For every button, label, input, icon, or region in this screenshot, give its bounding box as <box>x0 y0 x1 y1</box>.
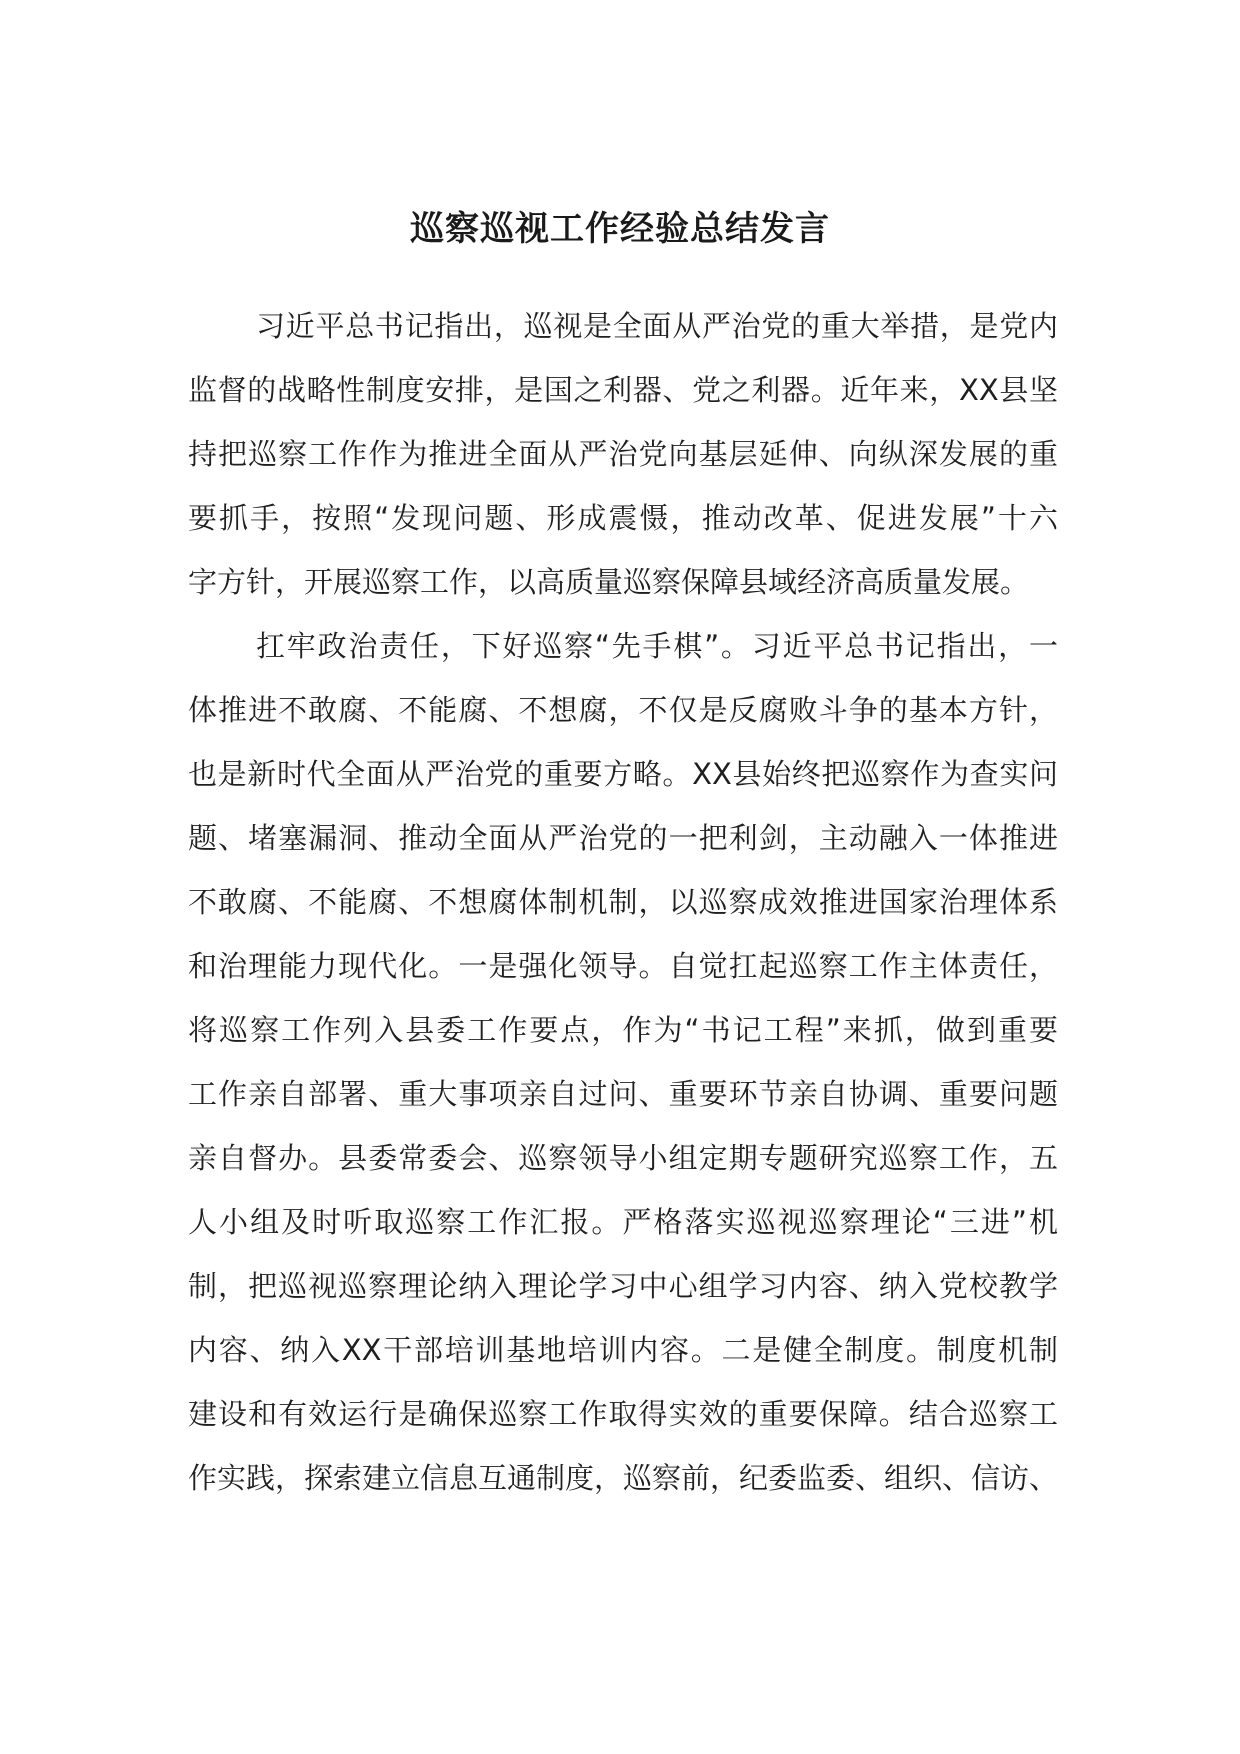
paragraph-2-line-12: 内容、纳入XX干部培训基地培训内容。二是健全制度。制度机制 <box>188 1333 1058 1367</box>
paragraph-1-line-1: 习近平总书记指出，巡视是全面从严治党的重大举措，是党内 <box>256 309 1058 343</box>
paragraph-2-line-5: 不敢腐、不能腐、不想腐体制机制，以巡察成效推进国家治理体系 <box>188 885 1058 919</box>
paragraph-2-line-10: 人小组及时听取巡察工作汇报。严格落实巡视巡察理论“三进”机 <box>188 1205 1058 1239</box>
paragraph-2-line-6: 和治理能力现代化。一是强化领导。自觉扛起巡察工作主体责任， <box>188 949 1058 983</box>
paragraph-1-line-4: 要抓手，按照“发现问题、形成震慑，推动改革、促进发展”十六 <box>188 501 1058 535</box>
paragraph-2-line-7: 将巡察工作列入县委工作要点，作为“书记工程”来抓，做到重要 <box>188 1013 1058 1047</box>
paragraph-1-line-2: 监督的战略性制度安排，是国之利器、党之利器。近年来，XX县坚 <box>188 373 1058 407</box>
paragraph-2-line-9: 亲自督办。县委常委会、巡察领导小组定期专题研究巡察工作，五 <box>188 1141 1058 1175</box>
paragraph-1-line-5: 字方针，开展巡察工作，以高质量巡察保障县域经济高质量发展。 <box>188 565 1030 599</box>
paragraph-2-line-1: 扛牢政治责任，下好巡察“先手棋”。习近平总书记指出，一 <box>256 629 1058 663</box>
paragraph-2-line-14: 作实践，探索建立信息互通制度，巡察前，纪委监委、组织、信访、 <box>188 1461 1059 1495</box>
paragraph-2-line-3: 也是新时代全面从严治党的重要方略。XX县始终把巡察作为查实问 <box>188 757 1058 791</box>
paragraph-1-line-3: 持把巡察工作作为推进全面从严治党向基层延伸、向纵深发展的重 <box>188 437 1058 471</box>
paragraph-2-line-11: 制，把巡视巡察理论纳入理论学习中心组学习内容、纳入党校教学 <box>188 1269 1058 1303</box>
paragraph-2-line-2: 体推进不敢腐、不能腐、不想腐，不仅是反腐败斗争的基本方针， <box>188 693 1058 727</box>
paragraph-2-line-13: 建设和有效运行是确保巡察工作取得实效的重要保障。结合巡察工 <box>188 1397 1058 1431</box>
document-title: 巡察巡视工作经验总结发言 <box>410 209 830 249</box>
paragraph-2-line-4: 题、堵塞漏洞、推动全面从严治党的一把利剑，主动融入一体推进 <box>188 821 1058 855</box>
paragraph-2-line-8: 工作亲自部署、重大事项亲自过问、重要环节亲自协调、重要问题 <box>188 1077 1058 1111</box>
